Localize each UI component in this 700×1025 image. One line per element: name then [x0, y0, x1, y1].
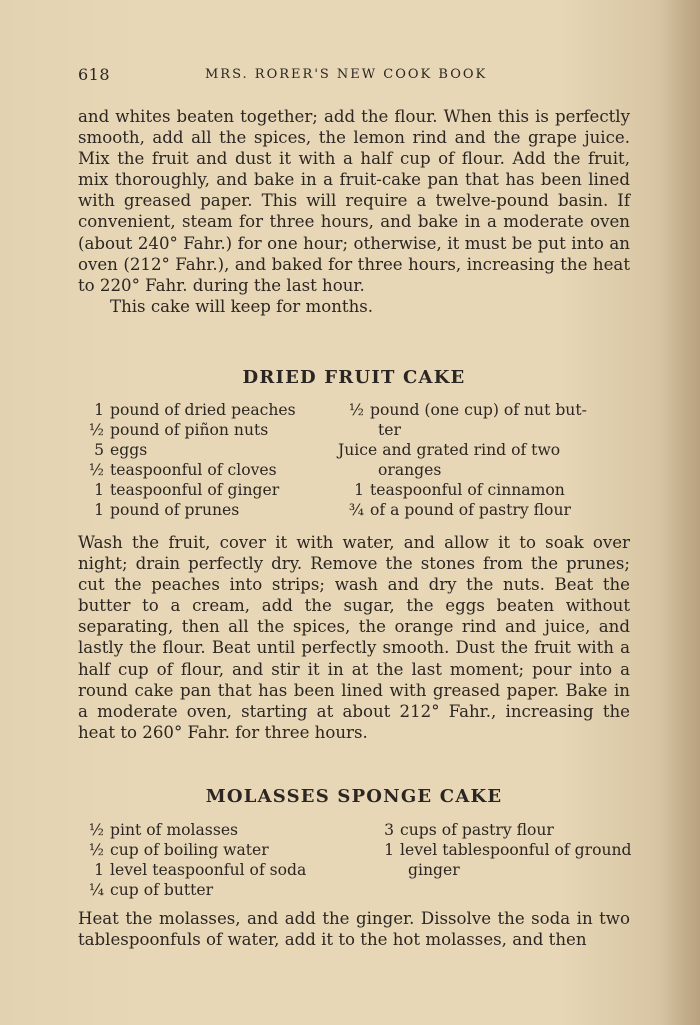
- ingredient-item: 1 teaspoonful of ginger: [94, 481, 280, 499]
- ingredient-item: 5 eggs: [94, 441, 148, 459]
- ingredient-item: 1 level tablespoonful of ground: [384, 841, 632, 859]
- recipe-title-dried-fruit-cake: DRIED FRUIT CAKE: [242, 367, 466, 388]
- ingredients-left-column: [78, 820, 368, 900]
- method-molasses-sponge-cake: [78, 908, 630, 950]
- ingredient-item: ½ cup of boiling water: [88, 841, 269, 859]
- ingredient-item: 1 level teaspoonful of soda: [94, 861, 307, 879]
- ingredient-item: ½ pint of molasses: [88, 821, 239, 839]
- intro-paragraph: and whites beaten together; add the flour. When this is perfectly smooth, add all the spices, the lemon rind and the grape juice. Mix the fruit and dust it with a half cup of flour. Add the fruit, mix thoroughly, and bake in a fruit-cake pan that has been lined with greased paper. This will require a twelve-pound basin. If convenient, steam for three hours, and bake in a moderate oven (about 240° Fahr.) for one hour; otherwise, it must be put into an oven (212° Fahr.), and baked for three hours, increasing the heat to 220° Fahr. during the last hour.: [78, 107, 630, 295]
- running-head: MRS. RORER'S NEW COOK BOOK: [205, 67, 488, 82]
- method-paragraph: Heat the molasses, and add the ginger. Dissolve the soda in two tablespoonfuls of water, add it to the hot molasses, and then: [78, 909, 630, 950]
- intro-text: [78, 106, 630, 317]
- ingredient-item: ¾ of a pound of pastry flour: [348, 501, 571, 519]
- ingredient-item: ½ pound (one cup) of nut but-: [348, 401, 587, 419]
- ingredient-item: 1 teaspoonful of cinnamon: [354, 481, 565, 499]
- ingredient-item: ¼ cup of butter: [88, 881, 214, 899]
- ingredient-item-continued: ginger: [408, 861, 460, 879]
- ingredients-left-column: [78, 400, 338, 520]
- ingredients-dried-fruit-cake: [78, 400, 630, 520]
- ingredient-item: 1 pound of prunes: [94, 501, 240, 519]
- ingredient-item-continued: ter: [378, 421, 401, 439]
- ingredient-item: 3 cups of pastry flour: [384, 821, 554, 839]
- page-edge-shadow: [660, 0, 700, 1025]
- ingredient-item: 1 pound of dried peaches: [94, 401, 296, 419]
- ingredients-right-column: [338, 400, 630, 520]
- method-paragraph: Wash the fruit, cover it with water, and allow it to soak over night; drain perfectly dry. Remove the stones from the prunes; cut the peaches into strips; wash and dry the nuts. Beat the butter to a cream, add the sugar, the eggs beaten without separating, then all the spices, the orange rind and juice, and lastly the flour. Beat until perfectly smooth. Dust the fruit with a half cup of flour, and stir it in at the last moment; pour into a round cake pan that has been lined with greased paper. Bake in a moderate oven, starting at about 212° Fahr., increasing the heat to 260° Fahr. for three hours.: [78, 533, 630, 742]
- method-dried-fruit-cake: [78, 532, 630, 743]
- recipe-title-molasses-sponge-cake: MOLASSES SPONGE CAKE: [205, 786, 503, 807]
- intro-note: This cake will keep for months.: [110, 296, 374, 316]
- ingredient-item-continued: oranges: [378, 461, 442, 479]
- ingredients-molasses-sponge-cake: [78, 820, 630, 900]
- page-number: 618: [78, 65, 111, 84]
- ingredient-item: ½ pound of piñon nuts: [88, 421, 269, 439]
- ingredient-item: Juice and grated rind of two: [338, 441, 561, 459]
- ingredients-right-column: [368, 820, 630, 900]
- ingredient-item: ½ teaspoonful of cloves: [88, 461, 277, 479]
